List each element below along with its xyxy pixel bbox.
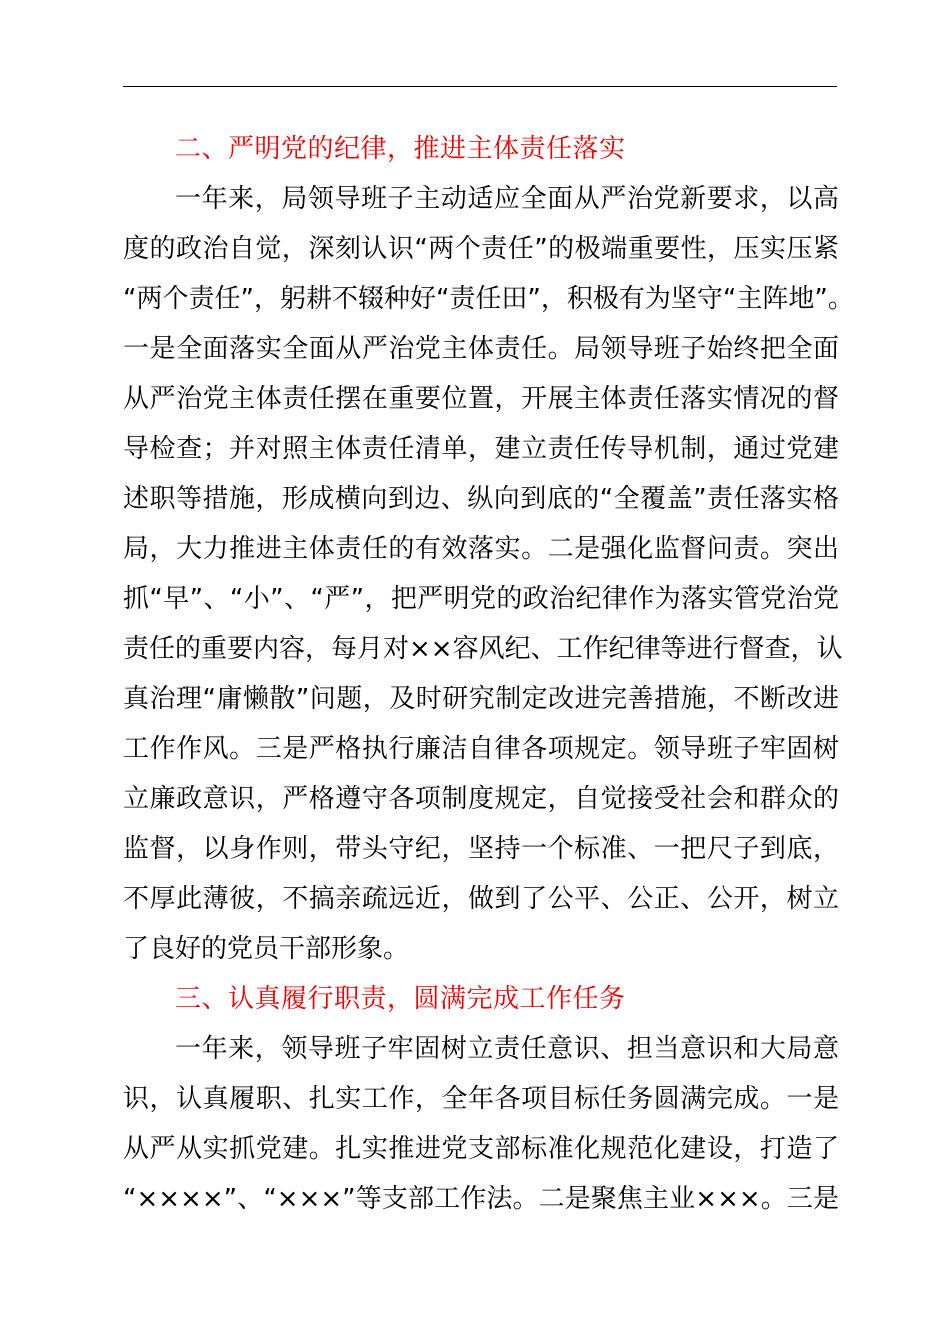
section-heading-3: 三、认真履行职责，圆满完成工作任务	[175, 984, 626, 1014]
paragraph-line: 度的政治自觉，深刻认识“两个责任”的极端重要性，压实压紧	[123, 234, 839, 264]
header-rule	[123, 86, 837, 87]
paragraph-line: “两个责任”，躬耕不辍种好“责任田”，积极有为坚守“主阵地”。	[123, 284, 854, 314]
paragraph-line: 责任的重要内容，每月对××容风纪、工作纪律等进行督查，认	[123, 634, 843, 664]
document-body	[123, 124, 854, 1224]
paragraph-line: 从严从实抓党建。扎实推进党支部标准化规范化建设，打造了	[123, 1134, 839, 1164]
paragraph-line: 导检查；并对照主体责任清单，建立责任传导机制，通过党建	[123, 434, 839, 464]
section-heading-2: 二、严明党的纪律，推进主体责任落实	[175, 134, 626, 164]
paragraph-line: 从严治党主体责任摆在重要位置，开展主体责任落实情况的督	[123, 384, 839, 414]
paragraph-line: 工作作风。三是严格执行廉洁自律各项规定。领导班子牢固树	[123, 734, 839, 764]
paragraph-line: 立廉政意识，严格遵守各项制度规定，自觉接受社会和群众的	[123, 784, 839, 814]
paragraph-line: 抓“早”、“小”、“严”，把严明党的政治纪律作为落实管党治党	[123, 584, 839, 614]
paragraph-line: 一是全面落实全面从严治党主体责任。局领导班子始终把全面	[123, 334, 839, 364]
paragraph-line: 一年来，局领导班子主动适应全面从严治党新要求，以高	[175, 184, 839, 214]
paragraph-line: 述职等措施，形成横向到边、纵向到底的“全覆盖”责任落实格	[123, 484, 839, 514]
section-2-paragraph	[123, 174, 854, 974]
paragraph-line: “××××”、“×××”等支部工作法。二是聚焦主业×××。三是	[123, 1184, 839, 1214]
paragraph-line: 局，大力推进主体责任的有效落实。二是强化监督问责。突出	[123, 534, 839, 564]
paragraph-line: 识，认真履职、扎实工作，全年各项目标任务圆满完成。一是	[123, 1084, 839, 1114]
paragraph-line: 一年来，领导班子牢固树立责任意识、担当意识和大局意	[175, 1034, 839, 1064]
section-3-paragraph	[123, 1024, 839, 1224]
paragraph-line: 了良好的党员干部形象。	[123, 934, 410, 964]
paragraph-line: 不厚此薄彼，不搞亲疏远近，做到了公平、公正、公开，树立	[123, 884, 839, 914]
paragraph-line: 监督，以身作则，带头守纪，坚持一个标准、一把尺子到底，	[123, 834, 839, 864]
paragraph-line: 真治理“庸懒散”问题，及时研究制定改进完善措施，不断改进	[123, 684, 839, 714]
